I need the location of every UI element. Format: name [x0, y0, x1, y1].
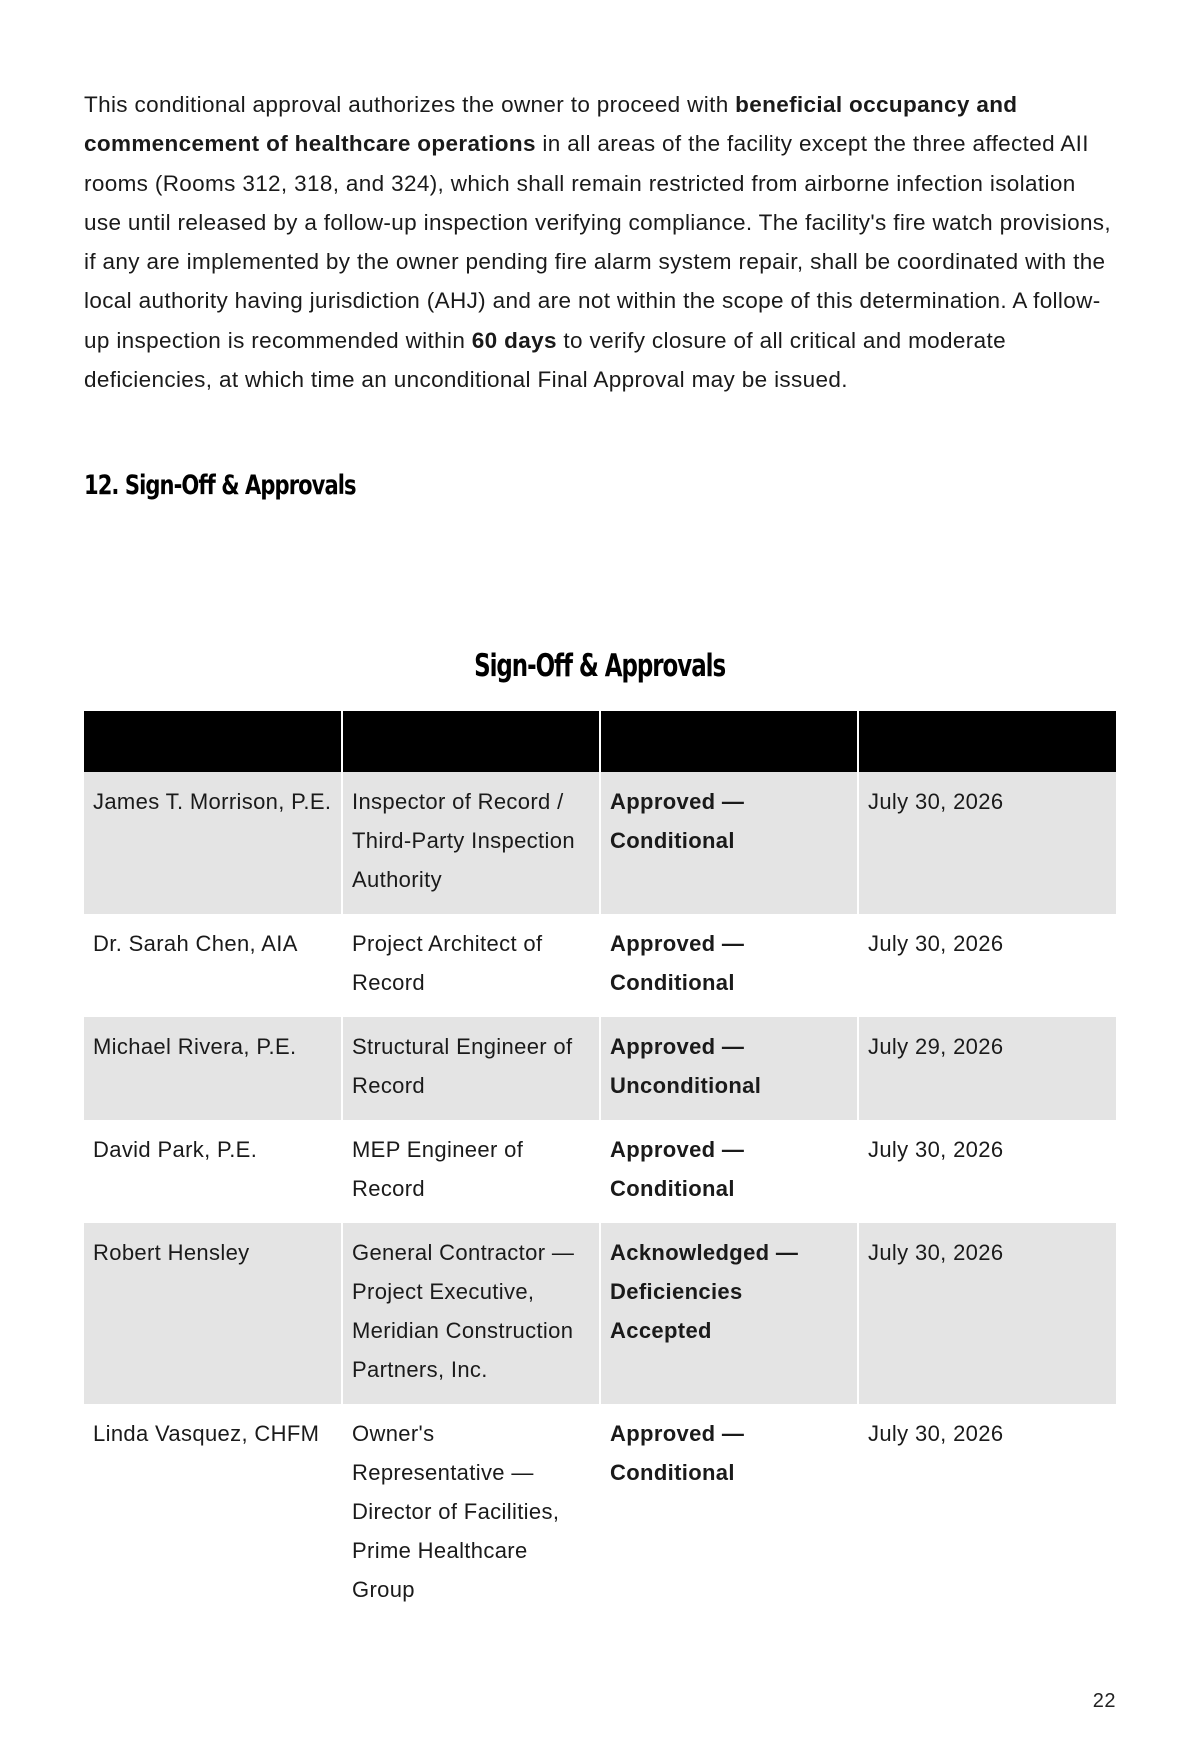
paragraph-bold-text: beneficial occupancy and commencement of healthcare operations [84, 92, 1018, 157]
signoff-date: July 30, 2026 [858, 1120, 1116, 1223]
table-caption [84, 648, 1116, 684]
signoff-date: July 30, 2026 [858, 1404, 1116, 1624]
approval-status: Acknowledged — Deficiencies Accepted [600, 1223, 858, 1404]
approval-status: Approved — Conditional [600, 914, 858, 1017]
approval-status: Approved — Conditional [600, 1404, 858, 1624]
table-row [84, 914, 1116, 1017]
signoff-date: July 29, 2026 [858, 1017, 1116, 1120]
table-row [84, 1017, 1116, 1120]
paragraph-text: to verify closure of all critical and moderate deficiencies, at which time an unconditional Final Approval may be issued. [84, 327, 1006, 393]
table-header-cell [84, 711, 342, 772]
signatory-role: Project Architect of Record [342, 914, 600, 1017]
table-header-cell [600, 711, 858, 772]
signoff-date: July 30, 2026 [858, 1223, 1116, 1404]
signatory-name: James T. Morrison, P.E. [84, 772, 342, 914]
signatory-role: MEP Engineer of Record [342, 1120, 600, 1223]
signatory-name: David Park, P.E. [93, 1137, 258, 1162]
signatory-name: Robert Hensley [84, 1223, 342, 1404]
signatory-role: Owner's Representative — Director of Facilities, Prime Healthcare Group [342, 1404, 600, 1624]
signoff-table [84, 711, 1116, 1624]
page-number: 22 [1092, 1690, 1116, 1712]
table-row [84, 772, 1116, 914]
section-heading: 12. Sign-Off & Approvals [84, 470, 356, 501]
table-header-cell [342, 711, 600, 772]
signatory-name: Linda Vasquez, CHFM [93, 1421, 320, 1446]
paragraph-text: in all areas of the facility except the three affected AII rooms (Rooms 312, 318, and 324), which shall remain restricted from airborne infection isolation use until released by a follow-up inspection verifying compliance. The facility's fire watch provisions, if any are implemented by the owner pending fire alarm system repair, shall be coordinated with the local authority having jurisdiction (AHJ) and are not within the scope of this determination. A follow-up inspection is recommended within [84, 131, 1112, 353]
signatory-name: Michael Rivera, P.E. [84, 1017, 342, 1120]
signatory-role: General Contractor — Project Executive, Meridian Construction Partners, Inc. [342, 1223, 600, 1404]
signoff-date: July 30, 2026 [858, 914, 1116, 1017]
signatory-name: Dr. Sarah Chen, AIA [93, 931, 298, 956]
table-header-row [84, 711, 1116, 772]
table-row [84, 1223, 1116, 1404]
signoff-date: July 30, 2026 [858, 772, 1116, 914]
signatory-role: Structural Engineer of Record [342, 1017, 600, 1120]
table-header-cell [858, 711, 1116, 772]
approval-status: Approved — Unconditional [600, 1017, 858, 1120]
paragraph-bold-text: 60 days [471, 327, 557, 353]
approval-status: Approved — Conditional [600, 772, 858, 914]
table-caption-text: Sign-Off & Approvals [474, 648, 726, 684]
conditional-approval-paragraph [84, 85, 1116, 399]
table-row [84, 1120, 1116, 1223]
approval-status: Approved — Conditional [600, 1120, 858, 1223]
table-row [84, 1404, 1116, 1624]
paragraph-text: This conditional approval authorizes the owner to proceed with [84, 92, 736, 117]
signatory-role: Inspector of Record / Third-Party Inspection Authority [342, 772, 600, 914]
